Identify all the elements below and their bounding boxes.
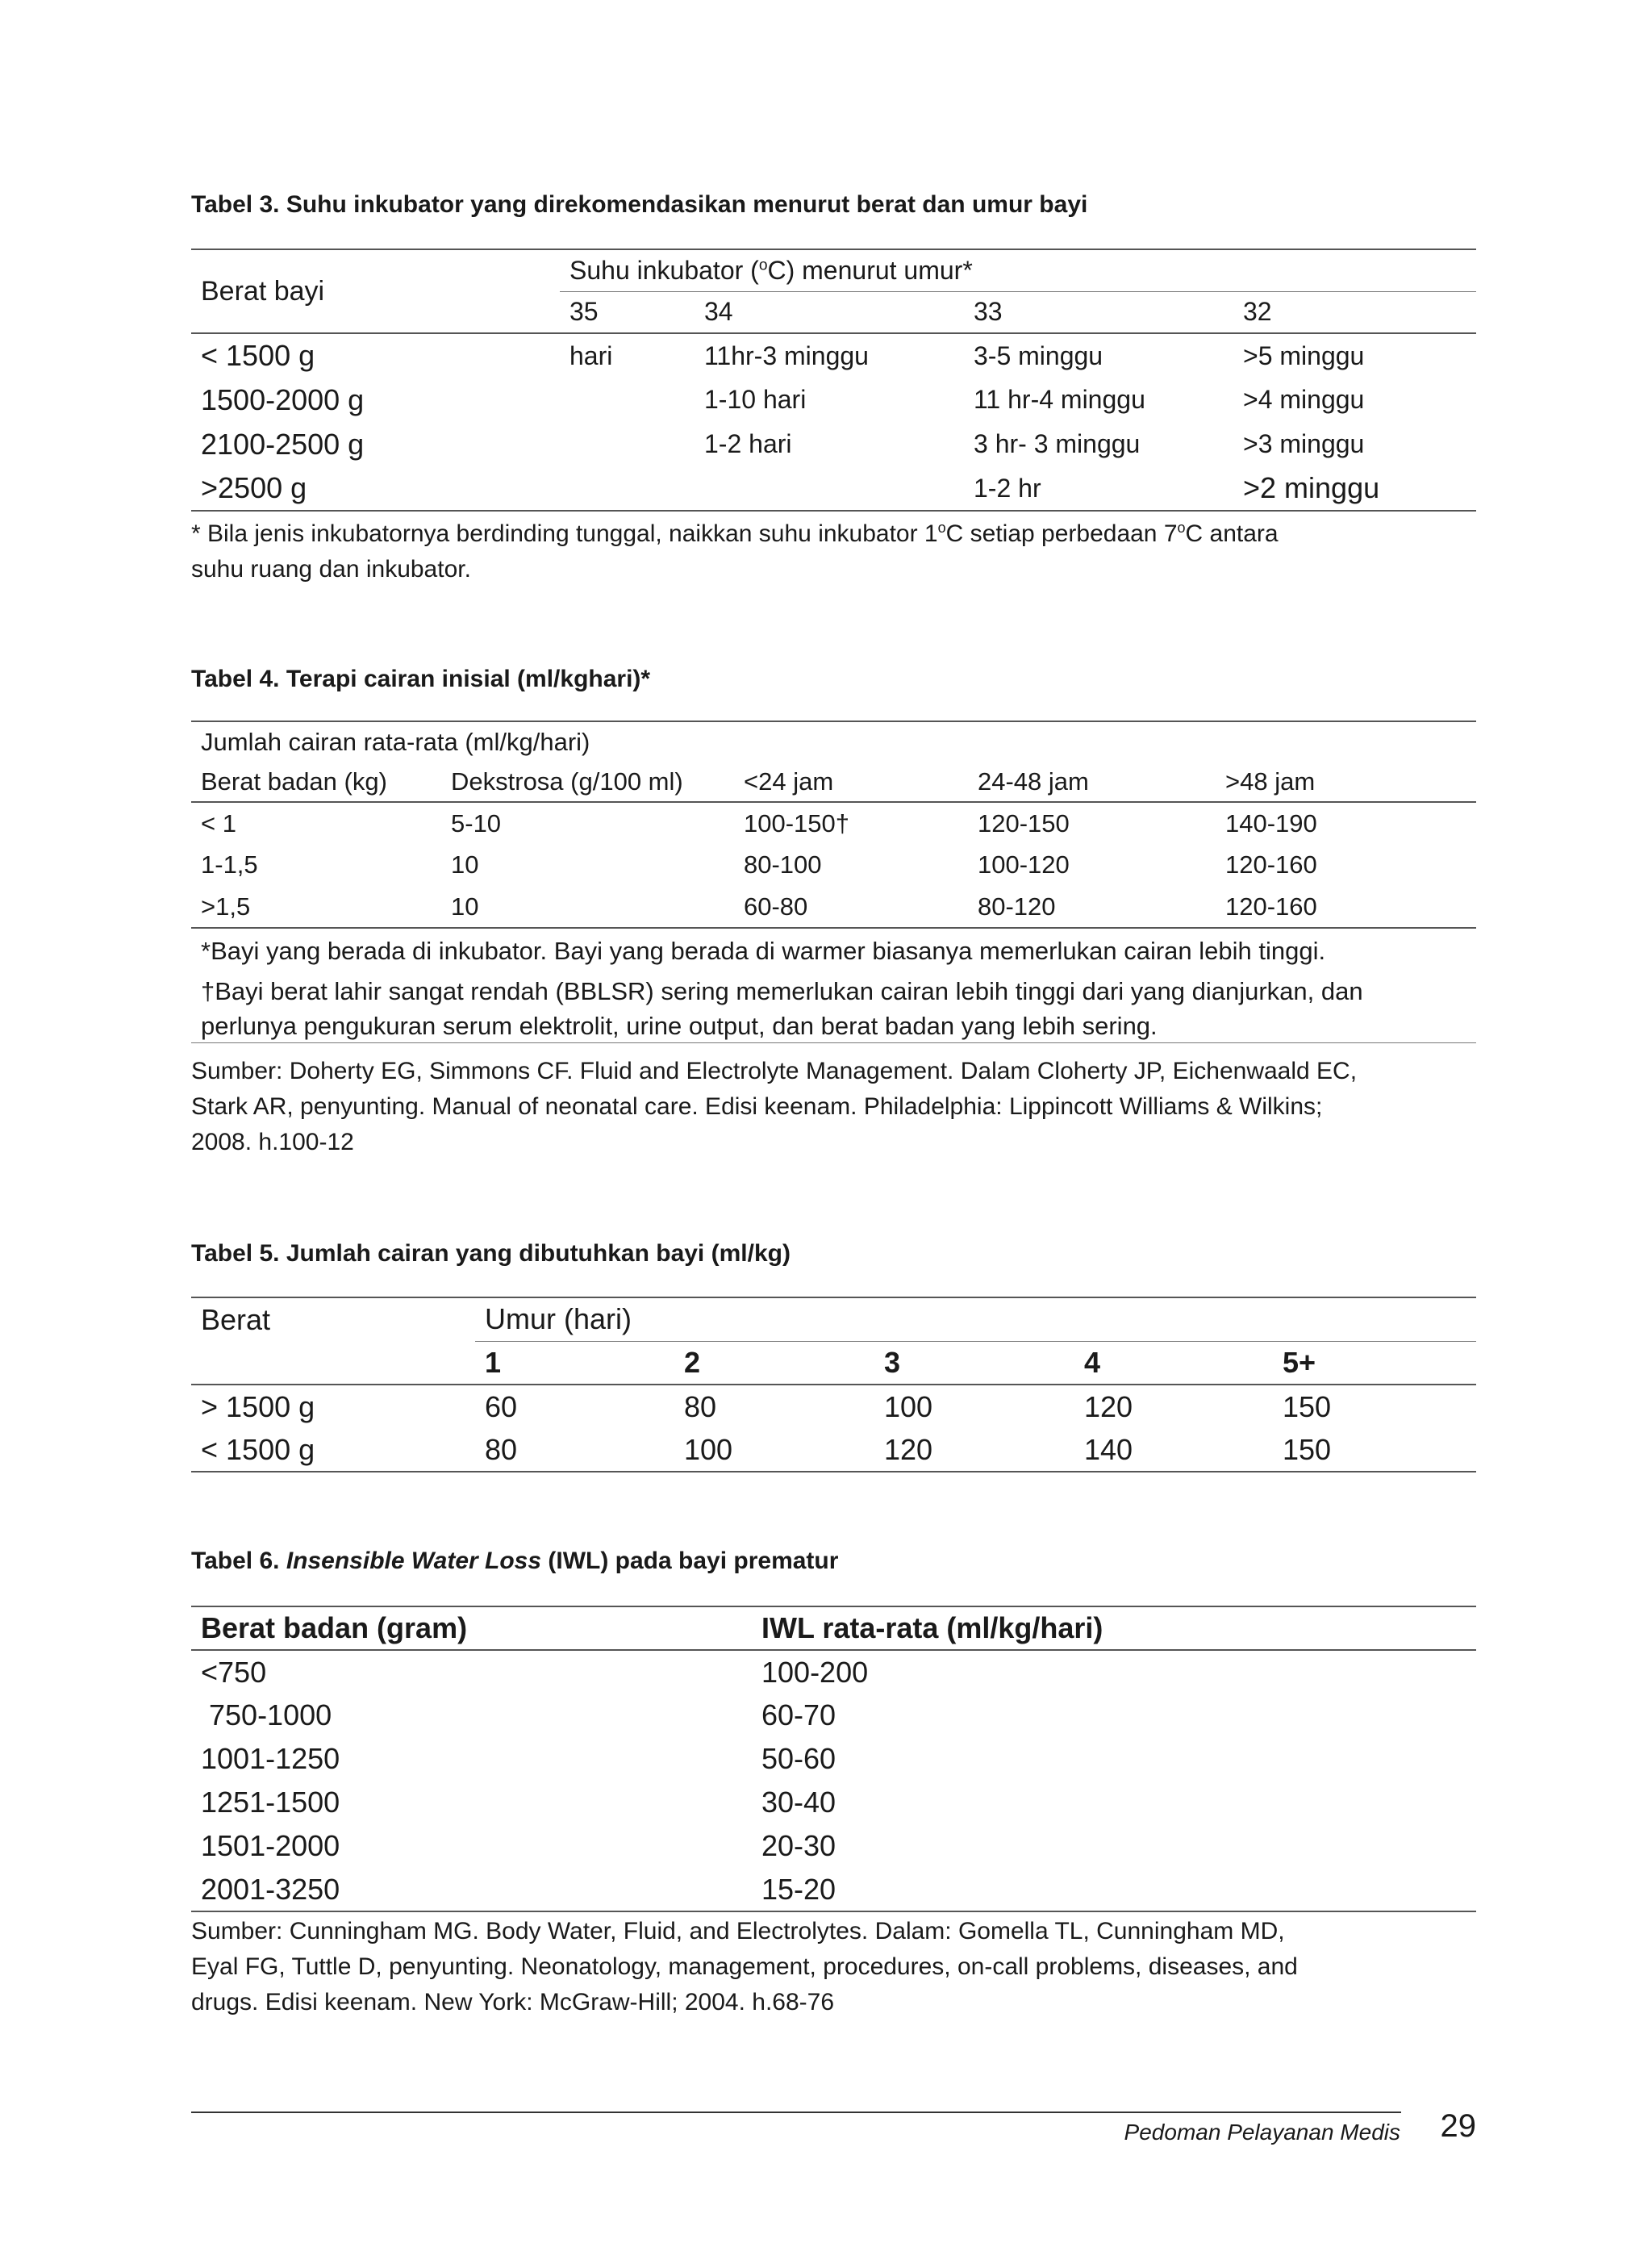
table5-col: 1 [485,1345,502,1379]
table5-col: 3 [884,1345,901,1379]
table-row: < 1 5-10 100-150† 120-150 140-190 [201,808,1317,838]
table6-col: IWL rata-rata (ml/kg/hari) [761,1611,1103,1644]
table-row: 2001-3250 15-20 [191,1868,1476,1911]
table6-col: Berat badan (gram) [201,1611,468,1644]
table3-col: 35 [569,297,599,327]
table5-col: 2 [684,1345,701,1379]
table-row: 2100-2500 g 1-2 hari 3 hr- 3 minggu >3 minggu [201,427,1365,461]
table5-header-berat: Berat [201,1303,271,1336]
table6-caption: Tabel 6. Insensible Water Loss (IWL) pada bayi prematur [191,1548,839,1574]
table-row: >1,5 10 60-80 80-120 120-160 [191,886,1476,928]
table4-caption: Tabel 4. Terapi cairan inisial (ml/kghari)* [191,666,651,692]
table-row: < 1500 g hari 11hr-3 minggu 3-5 minggu >5 minggu [201,339,1365,372]
table5-caption: Tabel 5. Jumlah cairan yang dibutuhkan bayi (ml/kg) [191,1240,791,1267]
table4-footnotes: *Bayi yang berada di inkubator. Bayi yang berada di warmer biasanya memerlukan cairan lebih tinggi. †Bayi berat lahir sangat rendah (BBLSR) sering memerlukan cairan lebih tinggi dari yang dianjurkan, dan perlunya pengukuran serum elektrolit, urine output, dan berat badan yang lebih sering. [191,933,1476,1043]
table5-header-umur: Umur (hari) [475,1297,1476,1341]
table5-col: 5+ [1283,1345,1316,1379]
table3-col: 32 [1243,297,1272,327]
table-row: 1500-2000 g 1-10 hari 11 hr-4 minggu >4 minggu [201,382,1365,416]
table4-col: >48 jam [1225,767,1316,796]
table3-header-suhu: Suhu inkubator ($^o$C) menurut umur* [560,249,1476,291]
table-row: 1501-2000 20-30 [201,1829,836,1862]
table4-source: Sumber: Doherty EG, Simmons CF. Fluid and Electrolyte Management. Dalam Cloherty JP, Eichenwaald EC, Stark AR, penyunting. Manual of neonatal care. Edisi keenam. Philadelphia: Lippincott Williams & Wilkins; 2008. h.100-12 [191,1058,1358,1155]
table3 [191,249,1476,512]
table4-col: <24 jam [744,767,834,796]
table3-col: 34 [704,297,733,327]
table3-note: * Bila jenis inkubatornya berdinding tunggal, naikkan suhu inkubator 1$^o$C setiap perbedaan 7$^o$C antara suhu ruang dan inkubator. [191,520,1279,583]
table4-col: Berat badan (kg) [201,767,387,796]
table5 [191,1297,1476,1472]
table-row: 1251-1500 30-40 [201,1786,836,1819]
table4-header-top: Jumlah cairan rata-rata (ml/kg/hari) [201,727,590,756]
table-row: 1-1,5 10 80-100 100-120 120-160 [201,850,1317,879]
table5-col: 4 [1084,1345,1101,1379]
table-row: >2500 g 1-2 hr >2 minggu [191,466,1476,511]
table-row: > 1500 g 60 80 100 120 150 [201,1389,1332,1423]
table3-col: 33 [974,297,1003,327]
page-number: 29 [1440,2108,1476,2144]
table-row: <750 100-200 [201,1655,869,1689]
table-row: 750-1000 60-70 [201,1698,836,1731]
table6-source: Sumber: Cunningham MG. Body Water, Fluid, and Electrolytes. Dalam: Gomella TL, Cunningham MD, Eyal FG, Tuttle D, penyunting. Neonatology, management, procedures, on-call problems, diseases, and drugs. Edisi keenam. New York: McGraw-Hill; 2004. h.68-76 [191,1918,1298,2015]
table3-header-berat: Berat bayi [201,275,325,307]
table4-col: Dekstrosa (g/100 ml) [451,767,683,796]
table6 [191,1606,1476,1912]
table3-caption: Tabel 3. Suhu inkubator yang direkomendasikan menurut berat dan umur bayi [191,191,1088,218]
footer-rule [191,2112,1401,2113]
table4-col: 24-48 jam [978,767,1089,796]
table-row: < 1500 g 80 100 120 140 150 [191,1428,1476,1472]
table-row: 1001-1250 50-60 [201,1742,836,1775]
footer-title: Pedoman Pelayanan Medis [1124,2120,1400,2145]
table4 [191,721,1476,929]
